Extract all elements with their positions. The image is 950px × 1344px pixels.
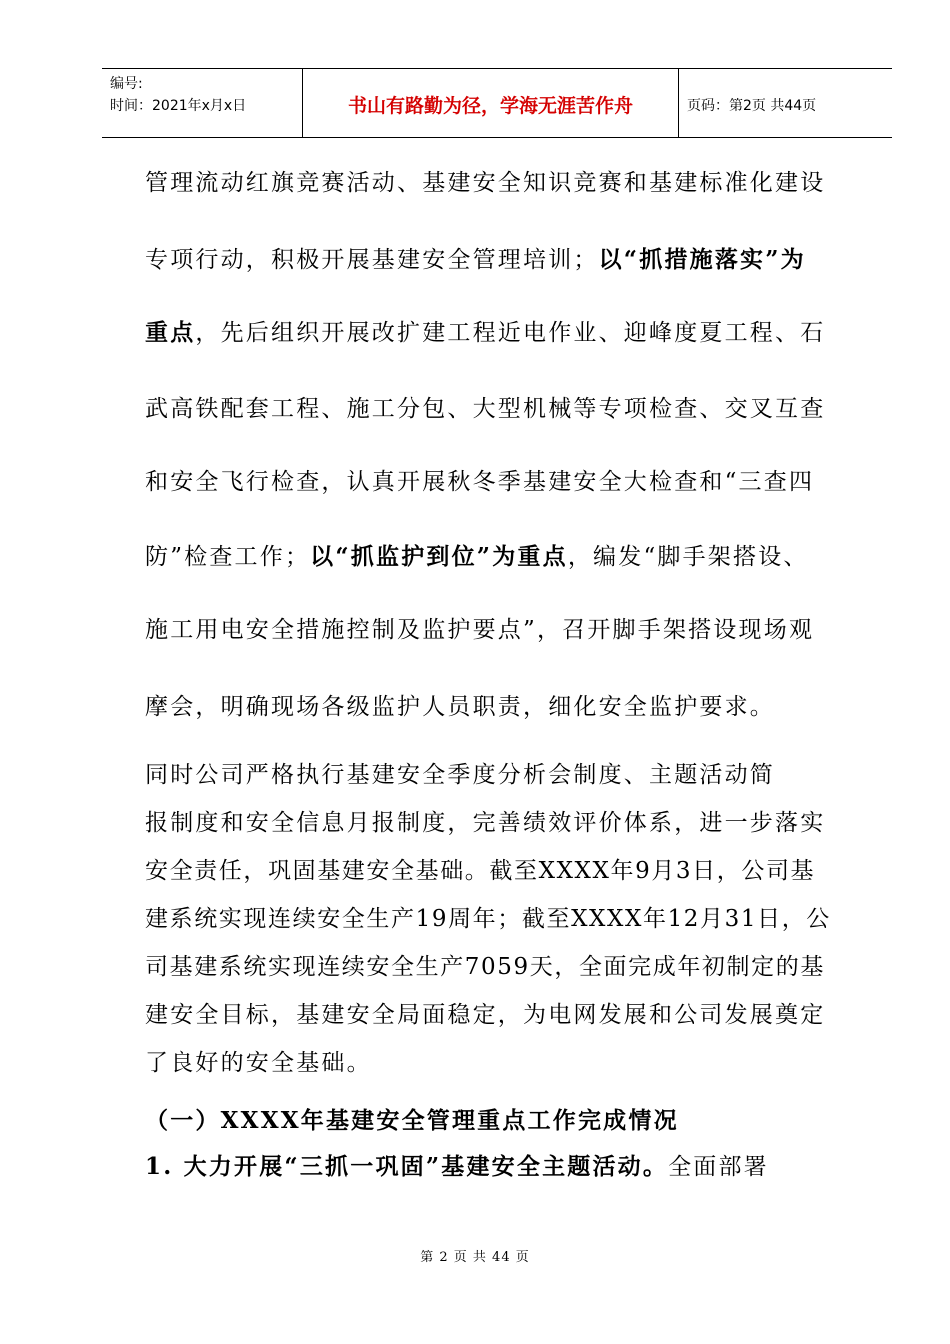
text-line (145, 692, 775, 722)
text-line (145, 1000, 825, 1030)
text-line (145, 856, 815, 886)
text-segment: 司基建系统实现连续安全生产7059天，全面完成年初制定的基 (145, 954, 825, 980)
bold-text: 以“抓措施落实”为 (598, 246, 806, 273)
serial-label: 编号: (110, 76, 143, 92)
text-line (145, 245, 806, 275)
text-segment: 建系统实现连续安全生产19周年；截至XXXX年12月31日，公 (145, 906, 831, 932)
text-segment: 全面部署 (668, 1154, 769, 1180)
text-segment: 摩会，明确现场各级监护人员职责，细化安全监护要求。 (145, 694, 775, 720)
page-code: 页码：第2页 共44页 (687, 98, 817, 114)
text-segment: 防”检查工作； (145, 544, 311, 570)
bold-text: 1. 大力开展“三抓一巩固”基建安全主题活动。 (145, 1153, 669, 1180)
header-meta-cell (102, 69, 303, 137)
text-segment: 施工用电安全措施控制及监护要点”，召开脚手架搭设现场观 (145, 617, 815, 643)
text-line (145, 1152, 769, 1182)
header-motto-cell (303, 69, 679, 137)
page-header (102, 68, 892, 138)
text-line (145, 952, 825, 982)
motto-text: 书山有路勤为径，学海无涯苦作舟 (347, 95, 633, 117)
page-footer: 第 2 页 共 44 页 (420, 1250, 530, 1265)
text-segment: 了良好的安全基础。 (145, 1050, 372, 1076)
text-line (145, 318, 825, 348)
bold-text: 以“抓监护到位”为重点 (310, 543, 568, 570)
text-line (145, 1106, 679, 1136)
bold-text: （一）XXXX年基建安全管理重点工作完成情况 (145, 1107, 679, 1134)
text-line (145, 542, 809, 572)
text-segment: 和安全飞行检查，认真开展秋冬季基建安全大检查和“三查四 (145, 469, 815, 495)
text-segment: 报制度和安全信息月报制度，完善绩效评价体系，进一步落实 (145, 810, 826, 836)
text-segment: 同时公司严格执行基建安全季度分析会制度、主题活动简 (145, 762, 775, 788)
header-page-cell (679, 69, 892, 137)
text-line (145, 904, 831, 934)
time-label: 时间：2021年x月x日 (110, 98, 247, 114)
text-segment: ，编发“脚手架搭设、 (567, 544, 809, 570)
text-line (145, 1048, 372, 1078)
text-line (145, 760, 775, 790)
text-line (145, 615, 814, 645)
text-segment: 建安全目标，基建安全局面稳定，为电网发展和公司发展奠定 (145, 1002, 826, 1028)
text-segment: 武高铁配套工程、施工分包、大型机械等专项检查、交叉互查 (145, 396, 826, 422)
text-line (145, 394, 825, 424)
text-segment: 专项行动，积极开展基建安全管理培训； (145, 247, 599, 273)
text-line (145, 168, 825, 198)
text-segment: 安全责任，巩固基建安全基础。截至XXXX年9月3日，公司基 (145, 858, 816, 884)
text-line (145, 467, 814, 497)
bold-text: 重点 (145, 319, 196, 346)
text-line (145, 808, 825, 838)
text-segment: ，先后组织开展改扩建工程近电作业、迎峰度夏工程、石 (195, 320, 826, 346)
text-segment: 管理流动红旗竞赛活动、基建安全知识竞赛和基建标准化建设 (145, 170, 826, 196)
